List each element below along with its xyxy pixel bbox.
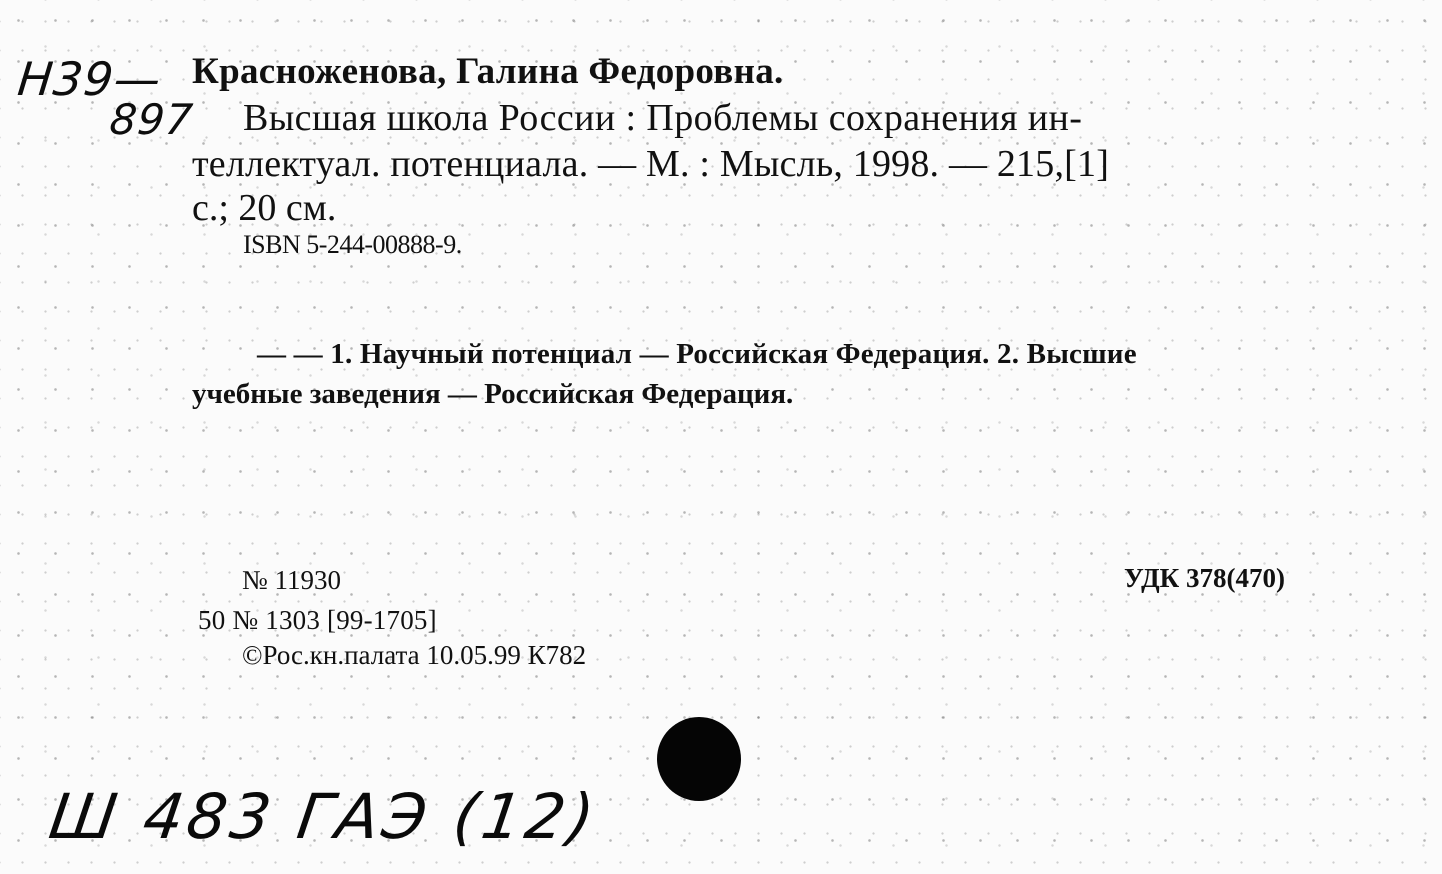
shelf-mark-top: Н39— xyxy=(15,52,164,106)
record-number: 50 № 1303 [99-1705] xyxy=(198,605,437,635)
author-heading: Красноженова, Галина Федоровна. xyxy=(192,51,784,92)
inventory-handwritten: Ш 483 ГАЭ (12) xyxy=(44,780,603,853)
shelf-mark-bottom: 897 xyxy=(107,95,196,144)
title-line-3: с.; 20 см. xyxy=(192,187,337,229)
title-line-1: Высшая школа России : Проблемы сохранения ин- xyxy=(243,97,1083,139)
chamber-copyright: ©Рос.кн.палата 10.05.99 К782 xyxy=(242,640,587,670)
punch-hole xyxy=(657,717,741,801)
title-line-2: теллектуал. потенциала. — М. : Мысль, 1998. — 215,[1] xyxy=(192,143,1110,185)
isbn: ISBN 5-244-00888-9. xyxy=(243,230,462,259)
card-number: № 11930 xyxy=(242,565,342,595)
subject-headings-line-2: учебные заведения — Российская Федерация. xyxy=(192,378,794,410)
subject-headings-line-1: — — 1. Научный потенциал — Российская Федерация. 2. Высшие xyxy=(257,338,1137,370)
udk-classification: УДК 378(470) xyxy=(1124,563,1285,593)
